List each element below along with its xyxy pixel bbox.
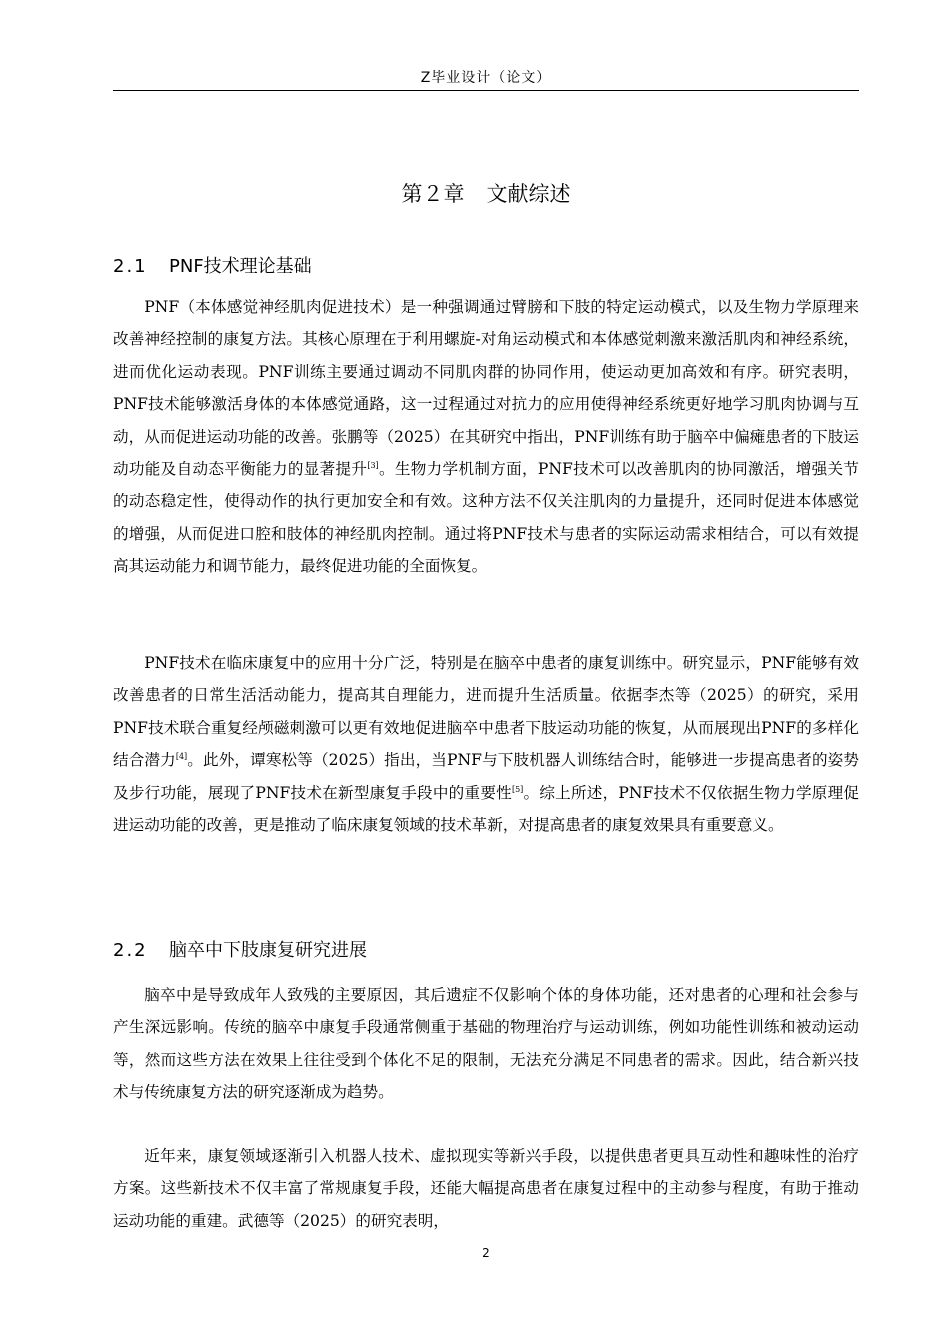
paragraph-text: 。此外，谭寒松等（2025）指出，当PNF与下肢机器人训练结合时，能够进一步提高患者的姿势及步行功能，展现了PNF技术在新型康复手段中的重要性 <box>113 751 859 802</box>
section-heading-2-1 <box>113 253 859 281</box>
citation-ref: [4] <box>175 752 188 762</box>
section-number: 2.2 <box>113 940 148 961</box>
chapter-number: 第２章 <box>401 182 465 206</box>
citation-ref: [5] <box>511 784 524 794</box>
paragraph-text: PNF（本体感觉神经肌肉促进技术）是一种强调通过臂膀和下肢的特定运动模式，以及生物力学原理来改善神经控制的康复方法。其核心原理在于利用螺旋-对角运动模式和本体感觉刺激来激活肌肉和神经系统，进而优化运动表现。PNF训练主要通过调动不同肌肉群的协同作用，使运动更加高效和有序。研究表明，PNF技术能够激活身体的本体感觉通路，这一过程通过对抗力的应用使得神经系统更好地学习肌肉协调与互动，从而促进运动功能的改善。张鹏等（2025）在其研究中指出，PNF训练有助于脑卒中偏瘫患者的下肢运动功能及自动态平衡能力的显著提升 <box>113 298 859 479</box>
section-title: 脑卒中下肢康复研究进展 <box>169 940 367 961</box>
section-number: 2.1 <box>113 256 148 277</box>
paragraph-text: 脑卒中是导致成年人致残的主要原因，其后遗症不仅影响个体的身体功能，还对患者的心理和社会参与产生深远影响。传统的脑卒中康复手段通常侧重于基础的物理治疗与运动训练，例如功能性训练和被动运动等，然而这些方法在效果上往往受到个体化不足的限制，无法充分满足不同患者的需求。因此，结合新兴技术与传统康复方法的研究逐渐成为趋势。 <box>113 986 859 1102</box>
chapter-name: 文献综述 <box>486 182 571 206</box>
paragraph <box>113 979 859 1109</box>
paragraph-text: 。生物力学机制方面，PNF技术可以改善肌肉的协同激活，增强关节的动态稳定性，使得动作的执行更加安全和有效。这种方法不仅关注肌肉的力量提升，还同时促进本体感觉的增强，从而促进口腔和肢体的神经肌肉控制。通过将PNF技术与患者的实际运动需求相结合，可以有效提高其运动能力和调节能力，最终促进功能的全面恢复。 <box>113 460 859 576</box>
citation-ref: [3] <box>367 461 379 471</box>
paragraph-text: PNF技术在临床康复中的应用十分广泛，特别是在脑卒中患者的康复训练中。研究显示，PNF能够有效改善患者的日常生活活动能力，提高其自理能力，进而提升生活质量。依据李杰等（2025）的研究，采用PNF技术联合重复经颅磁刺激可以更有效地促进脑卒中患者下肢运动功能的恢复，从而展现出PNF的多样化结合潜力 <box>113 654 859 770</box>
header-rule <box>113 90 859 91</box>
paragraph <box>113 291 859 583</box>
section-title: PNF技术理论基础 <box>169 256 312 277</box>
page-number: 2 <box>482 1246 490 1260</box>
section-heading-2-2 <box>113 937 859 965</box>
paragraph-text: 。综上所述，PNF技术不仅依据生物力学原理促进运动功能的改善，更是推动了临床康复领域的技术革新，对提高患者的康复效果具有重要意义。 <box>113 783 859 835</box>
paragraph <box>113 647 859 841</box>
paragraph-text: 近年来，康复领域逐渐引入机器人技术、虚拟现实等新兴手段，以提供患者更具互动性和趣味性的治疗方案。这些新技术不仅丰富了常规康复手段，还能大幅提高患者在康复过程中的主动参与程度，有助于推动运动功能的重建。武德等（2025）的研究表明， <box>113 1147 859 1230</box>
running-header: Z毕业设计（论文） <box>420 70 552 86</box>
chapter-title <box>113 178 859 210</box>
paragraph <box>113 1140 859 1237</box>
